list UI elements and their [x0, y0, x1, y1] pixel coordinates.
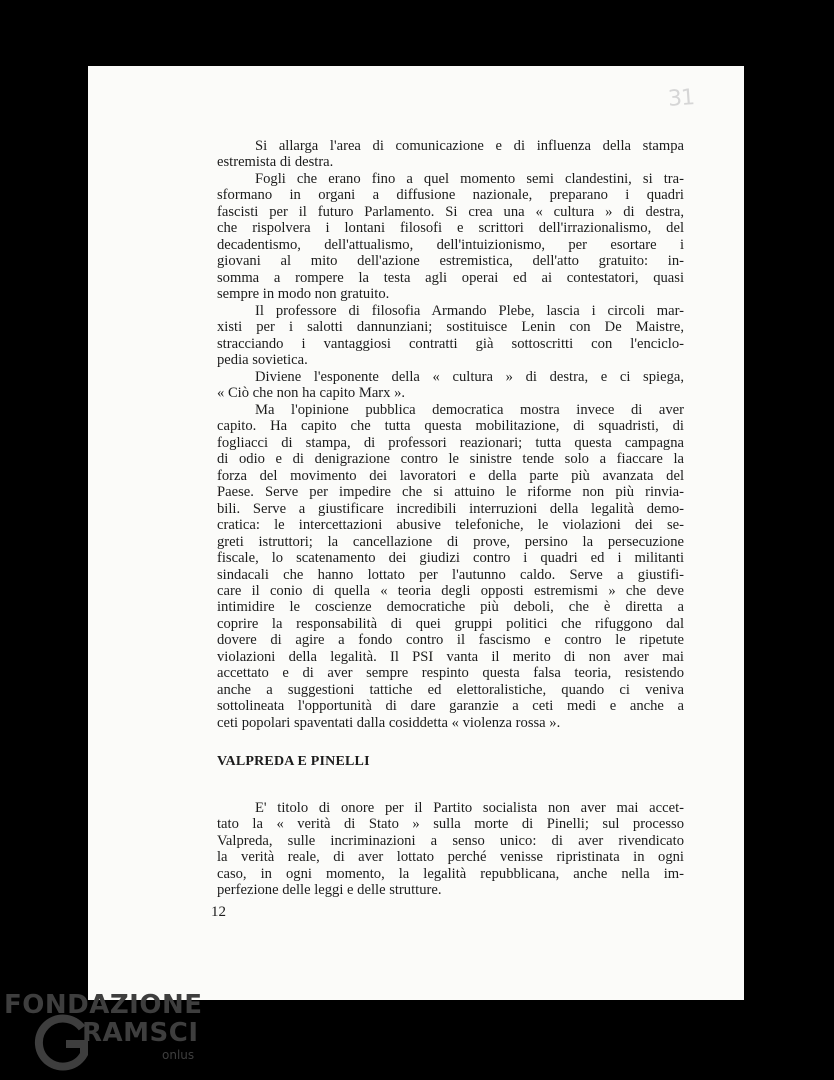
- text-line: che rispolvera i lontani filosofi e scrittori dell'irrazionalismo, del: [217, 220, 684, 237]
- text-line: forza del movimento dei lavoratori e della parte più avanzata del: [217, 467, 684, 484]
- fondazione-gramsci-watermark: [4, 990, 214, 1074]
- text-line: giovani al mito dell'azione estremistica, dell'atto gratuito: in-: [217, 253, 684, 270]
- text-line: greti istruttori; la cancellazione di prove, persino la persecuzione: [217, 533, 684, 550]
- section-heading: VALPREDA E PINELLI: [217, 754, 370, 769]
- text-line: Ma l'opinione pubblica democratica mostra invece di aver: [255, 402, 684, 418]
- text-line: sformano in organi a diffusione nazionale, preparano i quadri: [217, 187, 684, 204]
- text-line: Valpreda, sulle incriminazioni a senso unico: di aver rivendicato: [217, 832, 684, 849]
- text-line: dovere di agire a fondo contro il fascismo e contro le ripetute: [217, 632, 684, 649]
- text-line: Si allarga l'area di comunicazione e di influenza della stampa: [255, 138, 684, 154]
- text-line: care il conio di quella « teoria degli opposti estremismi » che deve: [217, 582, 684, 599]
- handwritten-page-annotation: 31: [667, 85, 695, 112]
- text-line: accettato e di aver sempre respinto questa falsa teoria, resistendo: [217, 665, 684, 682]
- text-line: cratica: le intercettazioni abusive telefoniche, le violazioni dei se-: [217, 517, 684, 534]
- text-line: « Ciò che non ha capito Marx ».: [217, 385, 406, 402]
- text-line: ceti popolari spaventati dalla cosiddetta « violenza rossa ».: [217, 714, 561, 731]
- text-line: Il professore di filosofia Armando Plebe, lascia i circoli mar-: [255, 303, 684, 319]
- text-line: xisti per i salotti dannunziani; sostituisce Lenin con De Maistre,: [217, 319, 684, 336]
- text-line: caso, in ogni momento, la legalità repubblicana, anche nella im-: [217, 865, 684, 882]
- page-number: 12: [211, 904, 226, 920]
- text-line: decadentismo, dell'attualismo, dell'intuizionismo, per esortare i: [217, 236, 684, 253]
- text-line: sottolineata l'opportunità di dare garanzie a ceti medi e anche a: [217, 698, 684, 715]
- watermark-onlus: onlus: [162, 1048, 195, 1062]
- paragraph-4: [217, 369, 684, 402]
- text-line: coprire la responsabilità di quei gruppi politici che rifuggono dal: [217, 615, 684, 632]
- paragraph-1: [217, 138, 684, 171]
- watermark-line-1: FONDAZIONE: [4, 990, 203, 1020]
- text-line: bili. Serve a giustificare incredibili interruzioni della legalità demo-: [217, 500, 684, 517]
- text-line: Paese. Serve per impedire che si attuino le riforme non più rinvia-: [217, 484, 684, 501]
- text-line: perfezione delle leggi e delle strutture.: [217, 882, 442, 899]
- text-line: fascisti per il futuro Parlamento. Si crea una « cultura » di destra,: [217, 203, 684, 220]
- text-line: di odio e di denigrazione contro le sinistre tende solo a fiaccare la: [217, 451, 684, 468]
- paragraph-2: [217, 171, 684, 303]
- text-line: Diviene l'esponente della « cultura » di destra, e ci spiega,: [255, 369, 684, 385]
- text-line: sempre in modo non gratuito.: [217, 286, 390, 303]
- text-line: anche a suggestioni tattiche ed elettoralistiche, quando ci veniva: [217, 681, 684, 698]
- paragraph-5: [217, 402, 684, 731]
- watermark-line-2: RAMSCI: [82, 1018, 199, 1048]
- text-line: fogliacci di stampa, di professori reazionari; tutta questa campagna: [217, 434, 684, 451]
- text-line: stracciando i vantaggiosi contratti già sottoscritti con l'enciclo-: [217, 335, 684, 352]
- text-line: tato la « verità di Stato » sulla morte di Pinelli; sul processo: [217, 816, 684, 833]
- text-line: la verità reale, di aver lottato perché venisse ripristinata in ogni: [217, 849, 684, 866]
- text-line: fiscale, lo scatenamento dei giudizi contro i quadri ed i militanti: [217, 550, 684, 567]
- paragraph-6: [217, 800, 684, 899]
- text-line: Fogli che erano fino a quel momento semi clandestini, si tra-: [255, 171, 684, 187]
- text-line: somma a rompere la testa agli operai ed ai contestatori, quasi: [217, 269, 684, 286]
- text-line: capito. Ha capito che tutta questa mobilitazione, di squadristi, di: [217, 418, 684, 435]
- text-line: estremista di destra.: [217, 154, 334, 171]
- text-line: intimidire le coscienze democratiche più deboli, che è diretta a: [217, 599, 684, 616]
- text-line: sindacali che hanno lottato per l'autunno caldo. Serve a giustifi-: [217, 566, 684, 583]
- text-line: pedia sovietica.: [217, 352, 308, 369]
- text-line: violazioni della legalità. Il PSI vanta il merito di non aver mai: [217, 648, 684, 665]
- paragraph-3: [217, 303, 684, 369]
- text-line: E' titolo di onore per il Partito socialista non aver mai accet-: [255, 800, 684, 816]
